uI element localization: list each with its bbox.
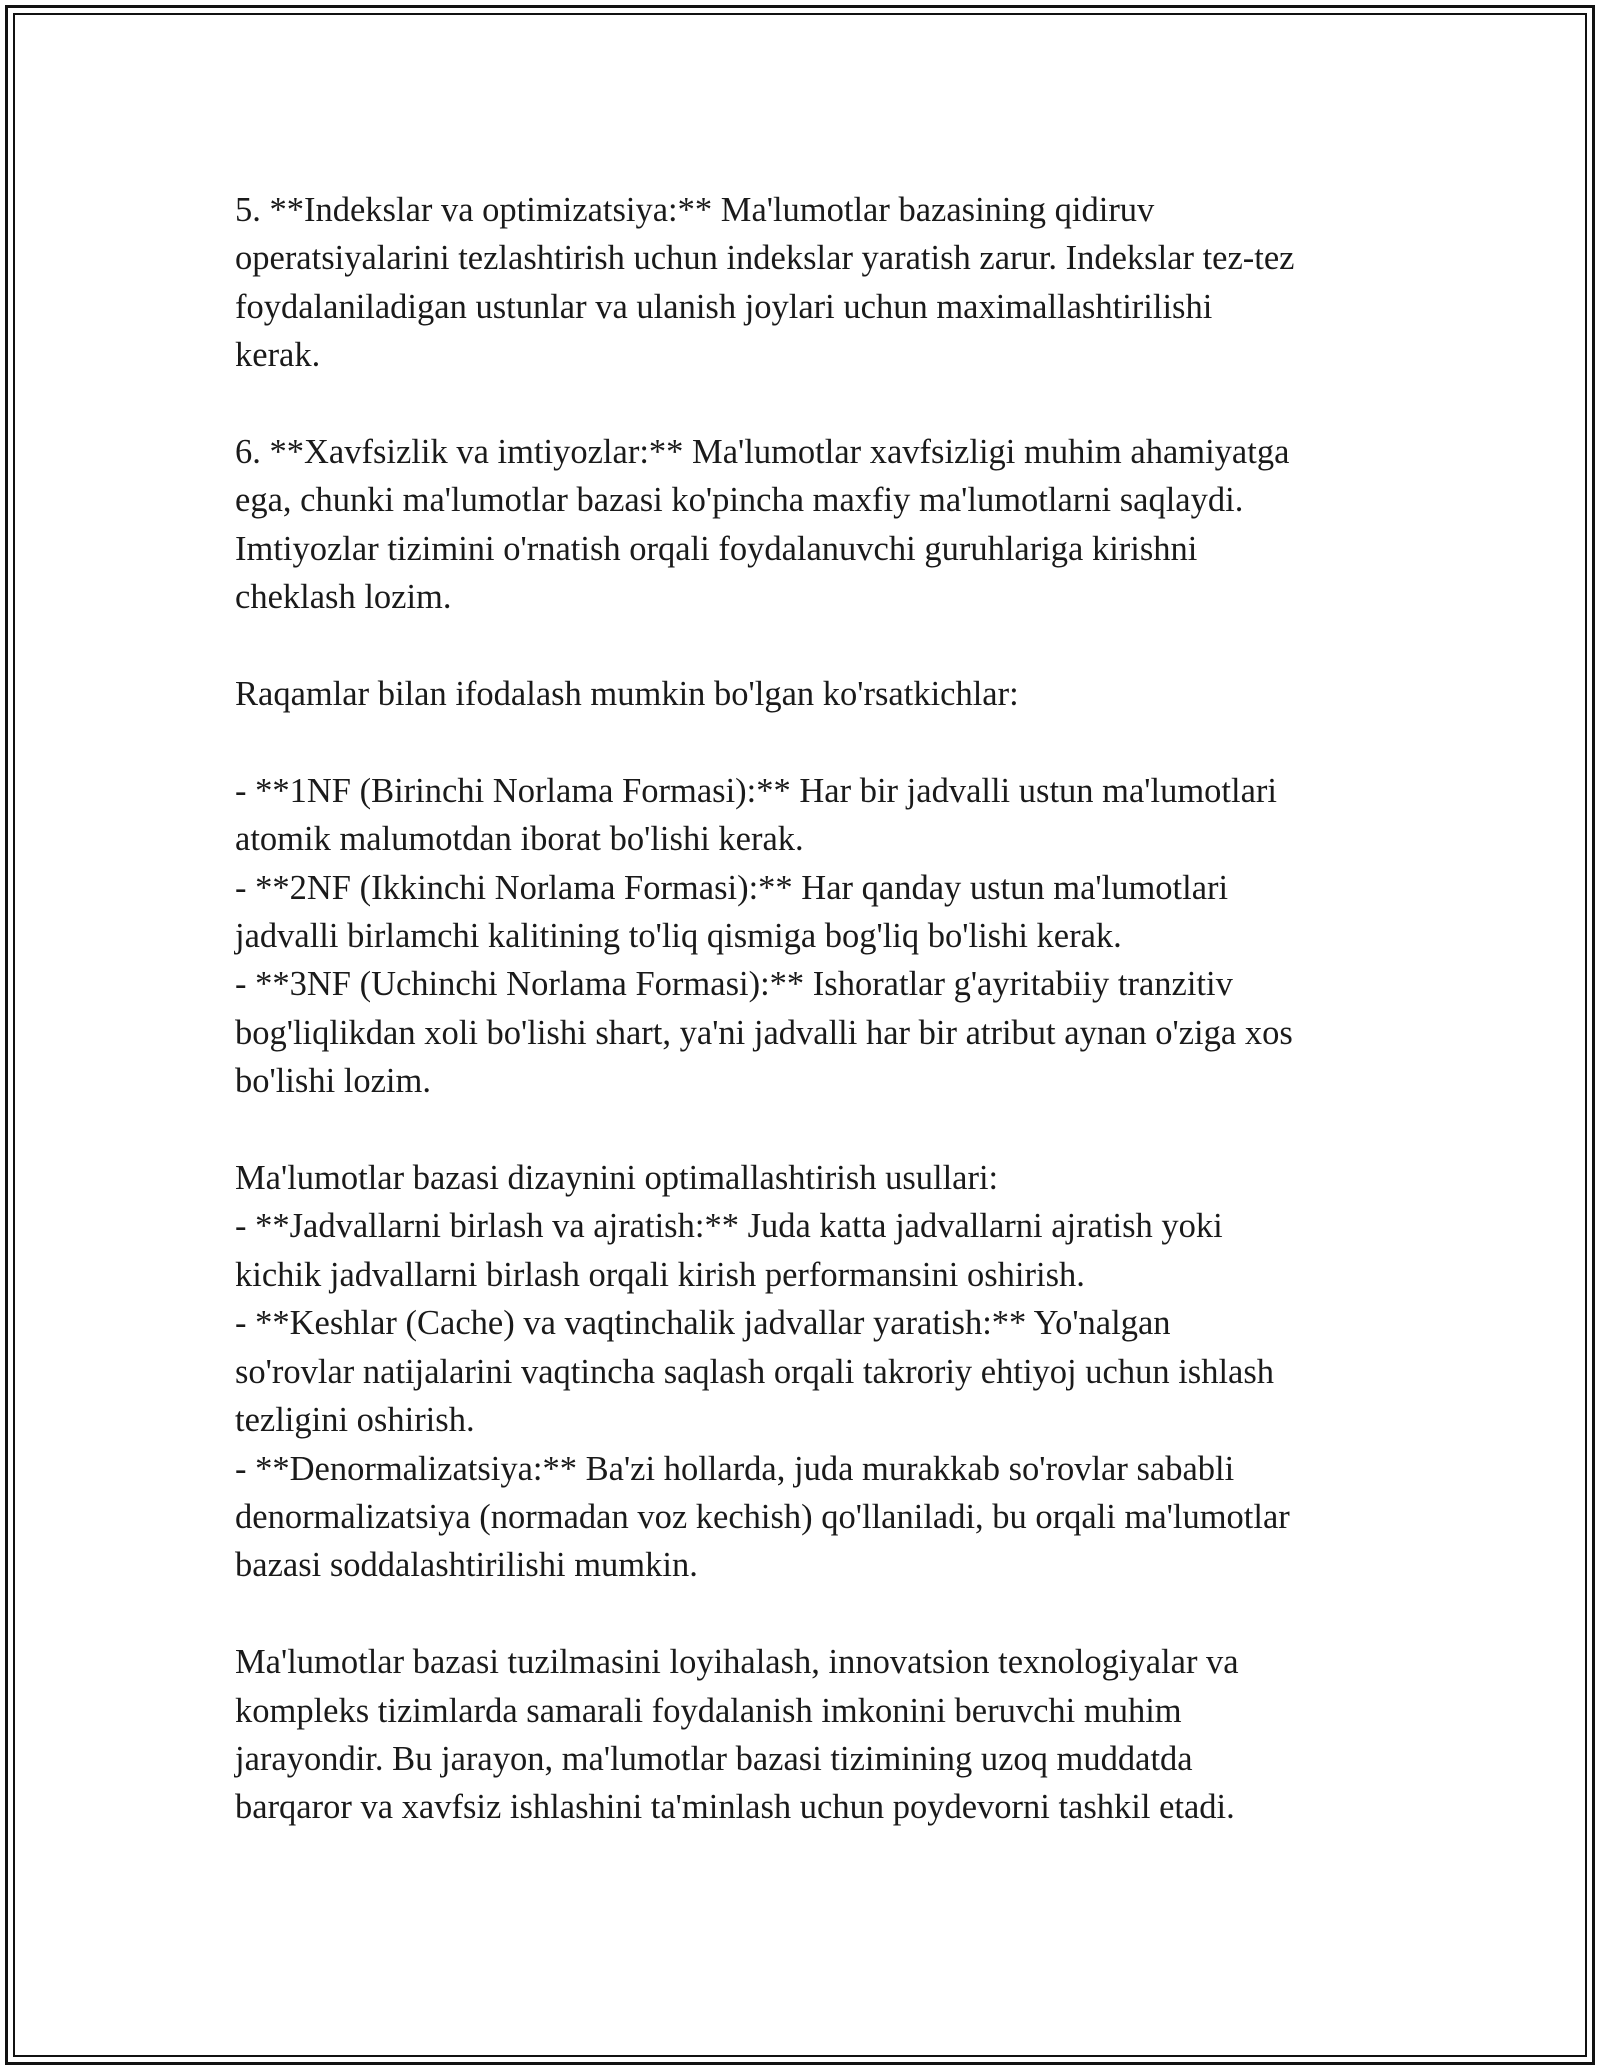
text-line: atomik malumotdan iborat bo'lishi kerak. [235, 820, 804, 859]
text-line: - **1NF (Birinchi Norlama Formasi):** Har bir jadvalli ustun ma'lumotlari [235, 771, 1277, 810]
text-line: - **3NF (Uchinchi Norlama Formasi):** Ishoratlar g'ayritabiiy tranzitiv [235, 965, 1233, 1004]
text-line: bazasi soddalashtirilishi mumkin. [235, 1546, 698, 1585]
blank-line [235, 1106, 1375, 1154]
blank-line [235, 380, 1375, 428]
blank-line [235, 1590, 1375, 1638]
text-line: tezligini oshirish. [235, 1401, 475, 1440]
text-line: - **Denormalizatsiya:** Ba'zi hollarda, juda murakkab so'rovlar sababli [235, 1449, 1235, 1488]
text-line: bog'liqlikdan xoli bo'lishi shart, ya'ni jadvalli har bir atribut aynan o'ziga xos [235, 1013, 1293, 1052]
text-line: 5. **Indekslar va optimizatsiya:** Ma'lumotlar bazasining qidiruv [235, 191, 1155, 229]
text-line: kompleks tizimlarda samarali foydalanish imkonini beruvchi muhim [235, 1691, 1182, 1730]
text-line: jarayondir. Bu jarayon, ma'lumotlar bazasi tizimining uzoq muddatda [235, 1739, 1193, 1778]
text-line: - **2NF (Ikkinchi Norlama Formasi):** Har qanday ustun ma'lumotlari [235, 868, 1229, 907]
blank-line [235, 718, 1375, 766]
text-line: so'rovlar natijalarini vaqtincha saqlash orqali takroriy ehtiyoj uchun ishlash [235, 1352, 1275, 1391]
text-line: cheklash lozim. [235, 578, 452, 617]
document-body [235, 186, 1375, 1832]
text-line: Ma'lumotlar bazasi dizaynini optimallashtirish usullari: [235, 1159, 999, 1198]
text-line: - **Keshlar (Cache) va vaqtinchalik jadvallar yaratish:** Yo'nalgan [235, 1304, 1171, 1343]
text-line: 6. **Xavfsizlik va imtiyozlar:** Ma'lumotlar xavfsizligi muhim ahamiyatga [235, 433, 1290, 472]
text-line: foydalaniladigan ustunlar va ulanish joylari uchun maximallashtirilishi [235, 287, 1213, 326]
text-line: kichik jadvallarni birlash orqali kirish performansini oshirish. [235, 1255, 1085, 1294]
text-line: barqaror va xavfsiz ishlashini ta'minlash uchun poydevorni tashkil etadi. [235, 1788, 1235, 1827]
text-line: denormalizatsiya (normadan voz kechish) qo'llaniladi, bu orqali ma'lumotlar [235, 1497, 1290, 1536]
text-line: Raqamlar bilan ifodalash mumkin bo'lgan ko'rsatkichlar: [235, 675, 1019, 714]
text-line: Imtiyozlar tizimini o'rnatish orqali foydalanuvchi guruhlariga kirishni [235, 529, 1198, 568]
text-line: kerak. [235, 336, 321, 375]
text-line: bo'lishi lozim. [235, 1062, 431, 1101]
text-line: operatsiyalarini tezlashtirish uchun indekslar yaratish zarur. Indekslar tez-tez [235, 239, 1295, 278]
text-line: Ma'lumotlar bazasi tuzilmasini loyihalash, innovatsion texnologiyalar va [235, 1643, 1239, 1682]
text-line: ega, chunki ma'lumotlar bazasi ko'pincha maxfiy ma'lumotlarni saqlaydi. [235, 481, 1244, 520]
text-line: jadvalli birlamchi kalitining to'liq qismiga bog'liq bo'lishi kerak. [235, 917, 1122, 956]
blank-line [235, 622, 1375, 670]
text-line: - **Jadvallarni birlash va ajratish:** Juda katta jadvallarni ajratish yoki [235, 1207, 1223, 1246]
